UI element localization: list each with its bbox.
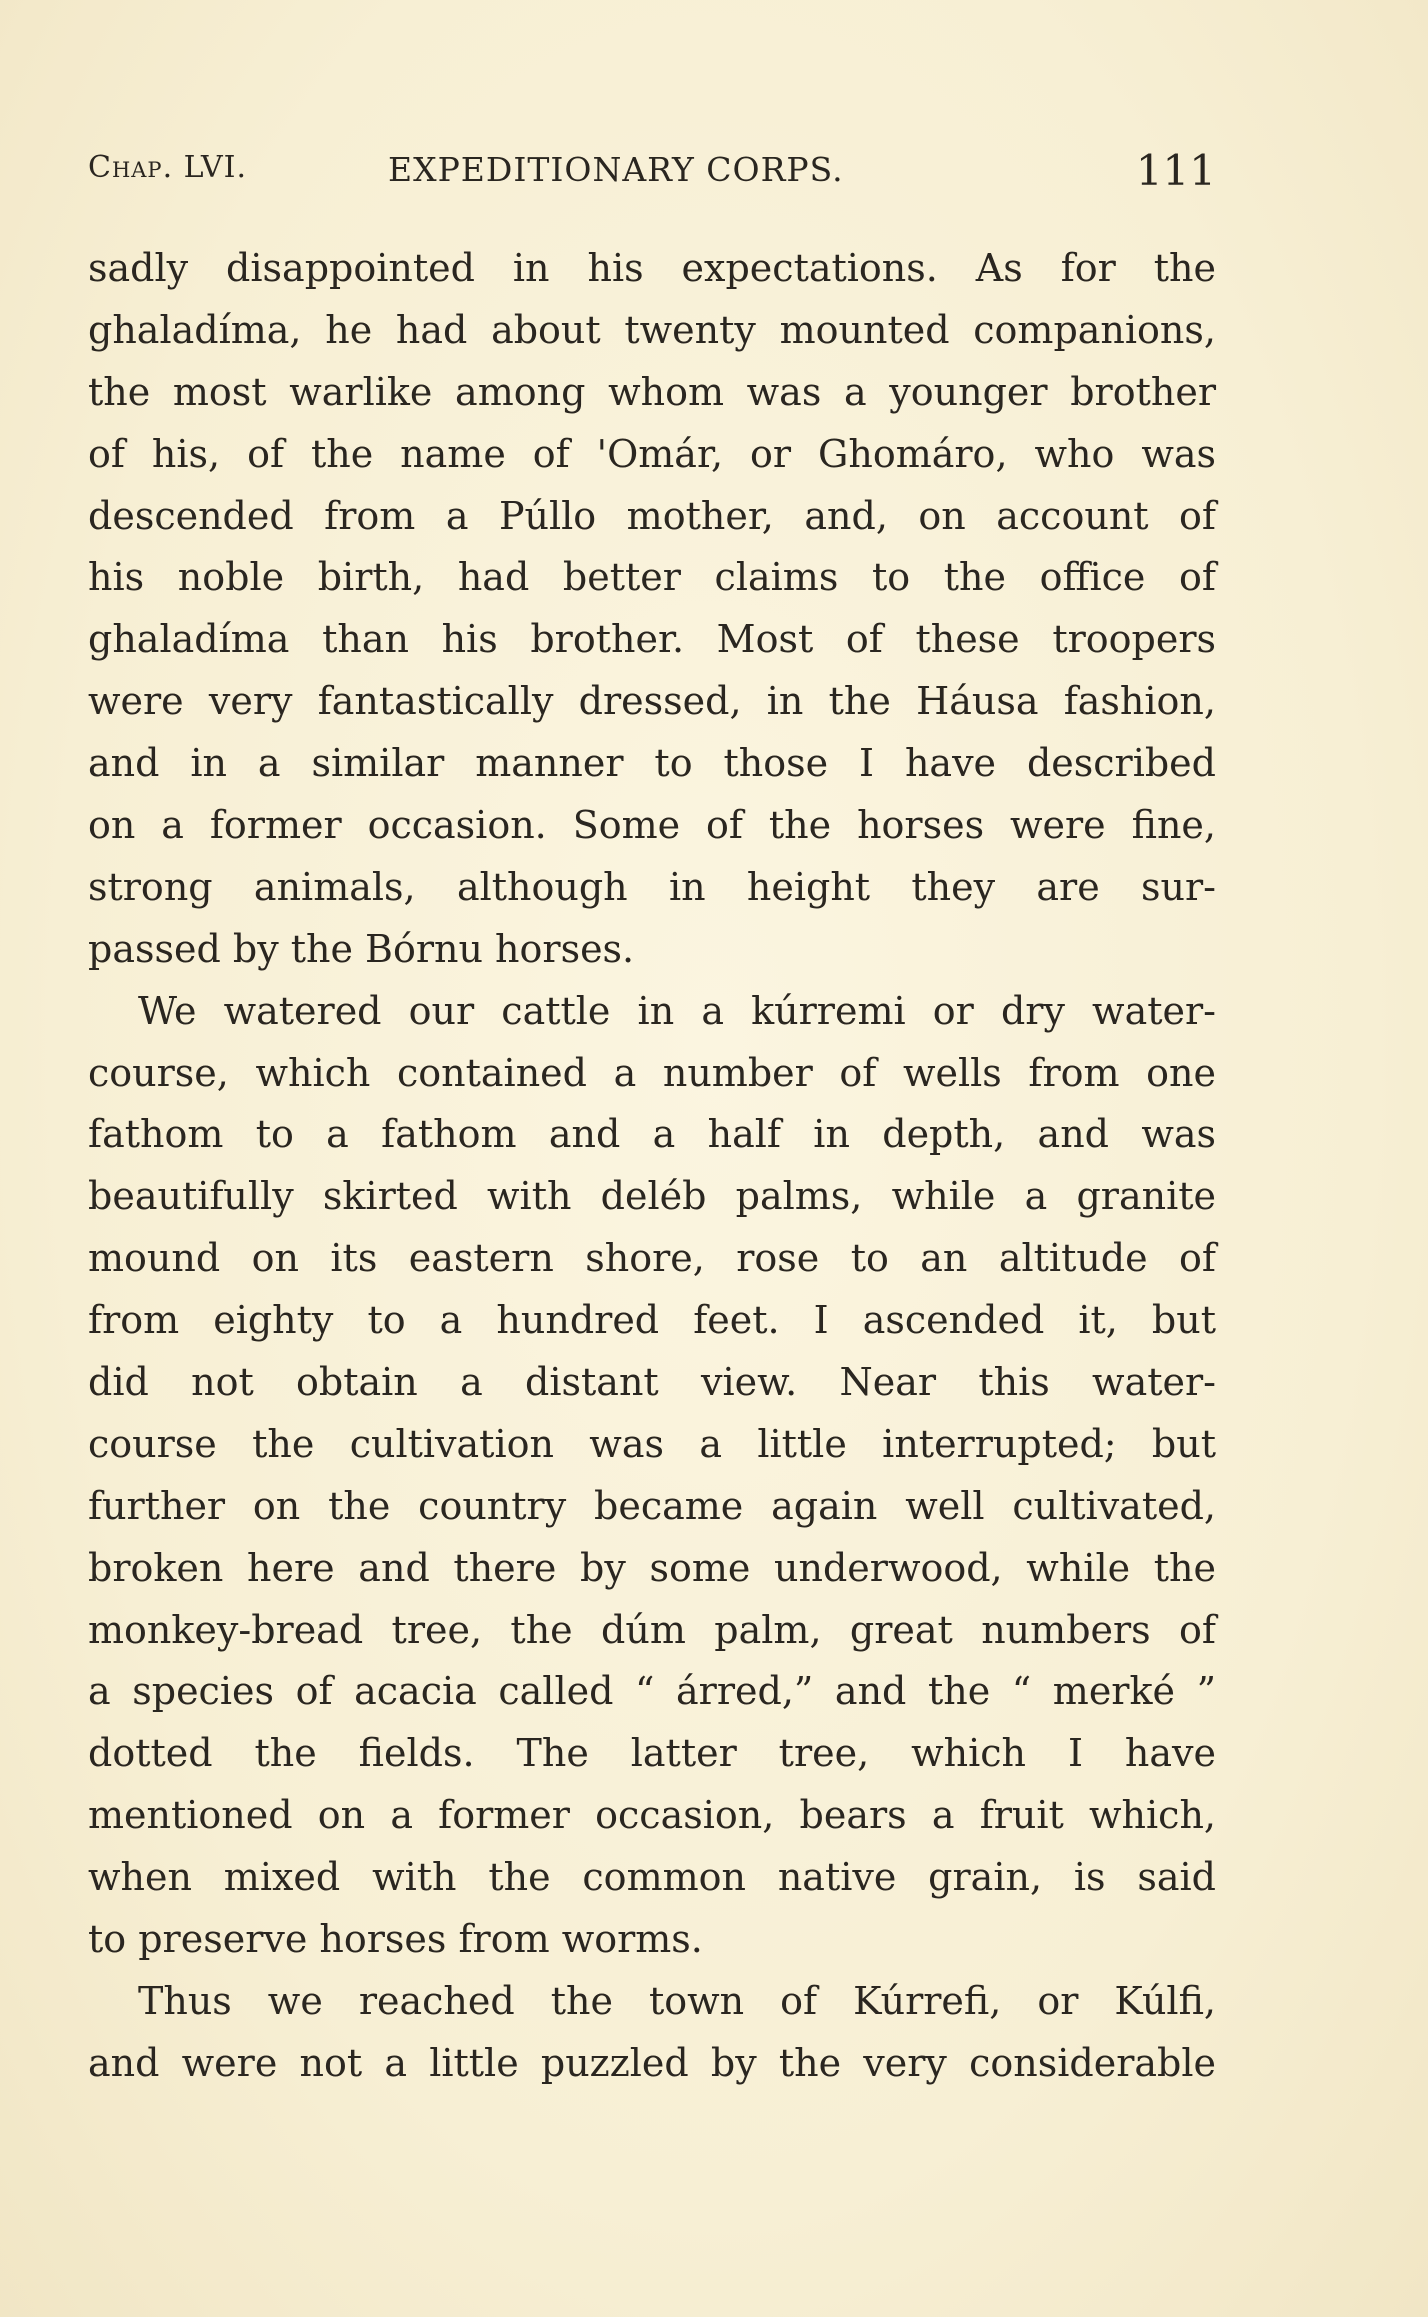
- text-line: and in a similar manner to those I have described: [88, 741, 1216, 786]
- chapter-label: Chap. LVI.: [88, 150, 248, 185]
- text-line: monkey-bread tree, the dúm palm, great numbers of: [88, 1607, 1216, 1652]
- text-line: sadly disappointed in his expectations. As for the: [88, 246, 1216, 290]
- running-title: EXPEDITIONARY CORPS.: [388, 150, 844, 189]
- body-text: [88, 237, 1216, 2094]
- text-line: We watered our cattle in a kúrremi or dry water-: [138, 988, 1216, 1033]
- text-line: ghaladíma, he had about twenty mounted companions,: [88, 307, 1216, 352]
- text-line: fathom to a fathom and a half in depth, and was: [88, 1112, 1216, 1157]
- text-line: were very fantastically dressed, in the Háusa fashion,: [88, 679, 1216, 724]
- text-line: descended from a Púllo mother, and, on account of: [88, 493, 1216, 538]
- text-line: mentioned on a former occasion, bears a fruit which,: [88, 1793, 1216, 1838]
- text-line: on a former occasion. Some of the horses were fine,: [88, 803, 1216, 848]
- text-line: when mixed with the common native grain, is said: [88, 1855, 1216, 1900]
- text-line: broken here and there by some underwood, while the: [88, 1545, 1216, 1590]
- text-line: and were not a little puzzled by the very considerable: [88, 2040, 1216, 2085]
- text-line: his noble birth, had better claims to the office of: [88, 555, 1216, 600]
- text-line: Thus we reached the town of Kúrrefi, or Kúlfi,: [138, 1978, 1216, 2023]
- text-line: mound on its eastern shore, rose to an altitude of: [88, 1236, 1216, 1281]
- text-line: ghaladíma than his brother. Most of these troopers: [88, 617, 1216, 662]
- text-line: of his, of the name of 'Omár, or Ghomáro, who was: [88, 431, 1216, 476]
- text-line: the most warlike among whom was a younger brother: [88, 369, 1216, 414]
- text-line: strong animals, although in height they are sur-: [88, 864, 1216, 909]
- text-line: from eighty to a hundred feet. I ascended it, but: [88, 1298, 1216, 1343]
- text-line: beautifully skirted with deléb palms, while a granite: [88, 1174, 1216, 1219]
- text-line: course the cultivation was a little interrupted; but: [88, 1421, 1216, 1466]
- text-line: a species of acacia called “ árred,” and the “ merké ”: [88, 1669, 1216, 1714]
- page-number: 111: [1135, 146, 1216, 195]
- text-line: course, which contained a number of wells from one: [88, 1050, 1216, 1095]
- page-header: [88, 140, 1216, 200]
- text-line: further on the country became again well cultivated,: [88, 1483, 1216, 1528]
- text-line: passed by the Bórnu horses.: [88, 926, 635, 971]
- text-line: dotted the fields. The latter tree, which I have: [88, 1731, 1216, 1776]
- text-line: to preserve horses from worms.: [88, 1917, 703, 1962]
- text-line: did not obtain a distant view. Near this water-: [88, 1360, 1216, 1405]
